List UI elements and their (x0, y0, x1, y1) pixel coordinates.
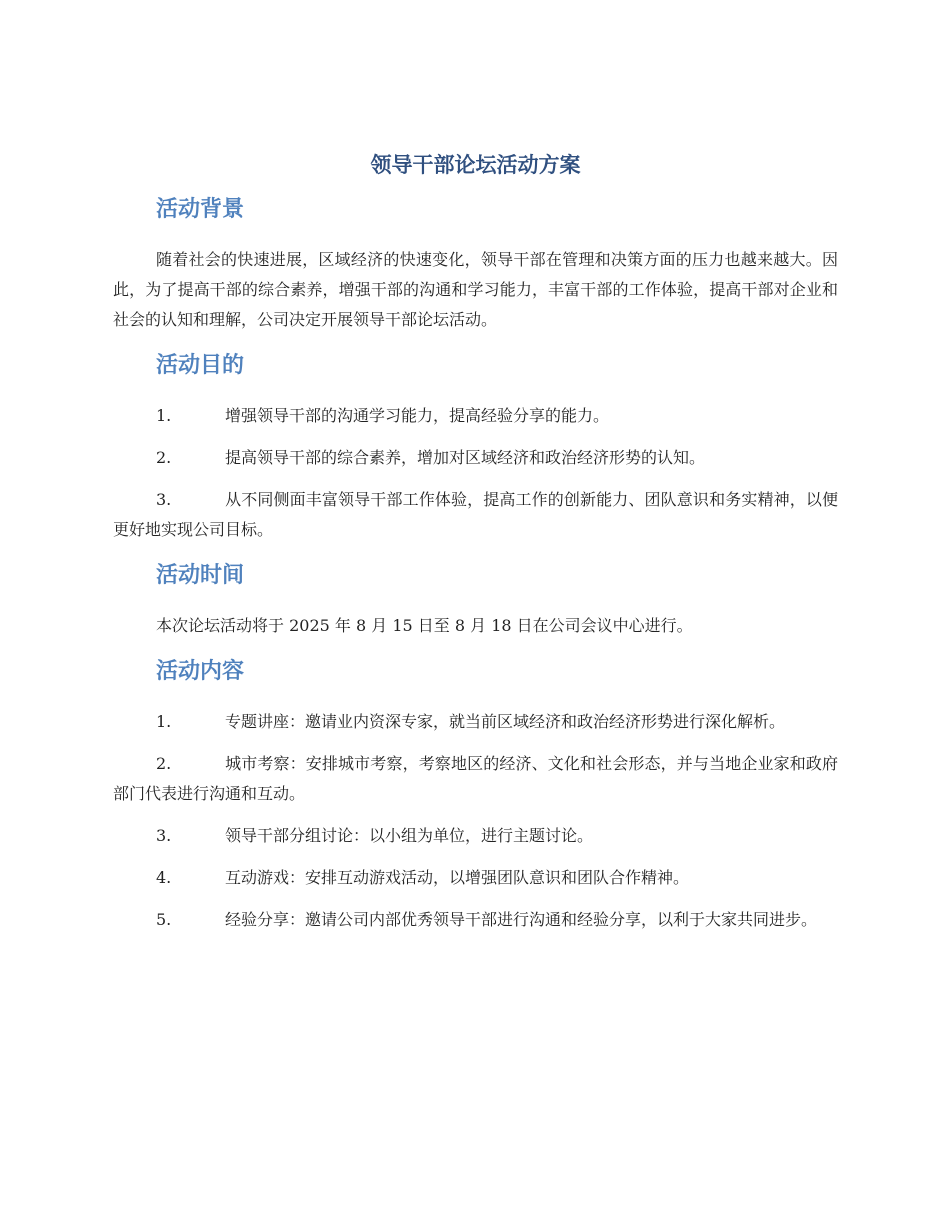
section-heading-time: 活动时间 (156, 563, 245, 588)
list-item-number: 5. (156, 910, 172, 929)
list-item (113, 443, 838, 473)
content-list (113, 707, 838, 935)
section-heading-purpose: 活动目的 (156, 353, 245, 378)
section-purpose (113, 349, 838, 545)
list-item (113, 821, 838, 851)
list-item-number: 2. (156, 754, 172, 773)
list-item-text: 提高领导干部的综合素养，增加对区域经济和政治经济形势的认知。 (225, 448, 706, 467)
list-item (113, 863, 838, 893)
list-item-text: 增强领导干部的沟通学习能力，提高经验分享的能力。 (225, 406, 610, 425)
list-item-text: 经验分享：邀请公司内部优秀领导干部进行沟通和经验分享，以利于大家共同进步。 (225, 910, 818, 929)
list-item (113, 401, 838, 431)
list-item-number: 3. (156, 826, 172, 845)
list-item-number: 1. (156, 712, 172, 731)
list-item (113, 485, 838, 545)
list-item-text: 领导干部分组讨论：以小组为单位，进行主题讨论。 (225, 826, 594, 845)
section-background (113, 193, 838, 335)
background-paragraph: 随着社会的快速进展，区域经济的快速变化，领导干部在管理和决策方面的压力也越来越大。因此，为了提高干部的综合素养，增强干部的沟通和学习能力，丰富干部的工作体验，提高干部对企业和社会的认知和理解，公司决定开展领导干部论坛活动。 (113, 250, 838, 329)
section-heading-background: 活动背景 (156, 197, 245, 222)
list-item-text: 专题讲座：邀请业内资深专家，就当前区域经济和政治经济形势进行深化解析。 (225, 712, 786, 731)
time-paragraph: 本次论坛活动将于 2025 年 8 月 15 日至 8 月 18 日在公司会议中心进行。 (156, 616, 693, 635)
section-heading-content: 活动内容 (156, 659, 245, 684)
purpose-list (113, 401, 838, 545)
list-item-number: 4. (156, 868, 172, 887)
document-title: 领导干部论坛活动方案 (370, 153, 581, 177)
list-item-text: 从不同侧面丰富领导干部工作体验，提高工作的创新能力、团队意识和务实精神，以便更好地实现公司目标。 (113, 490, 838, 539)
list-item (113, 707, 838, 737)
section-content (113, 655, 838, 935)
list-item (113, 749, 838, 809)
list-item (113, 905, 838, 935)
list-item-text: 城市考察：安排城市考察，考察地区的经济、文化和社会形态，并与当地企业家和政府部门代表进行沟通和互动。 (113, 754, 838, 803)
section-time (113, 559, 838, 641)
list-item-number: 1. (156, 406, 172, 425)
list-item-text: 互动游戏：安排互动游戏活动，以增强团队意识和团队合作精神。 (225, 868, 690, 887)
list-item-number: 2. (156, 448, 172, 467)
list-item-number: 3. (156, 490, 172, 509)
